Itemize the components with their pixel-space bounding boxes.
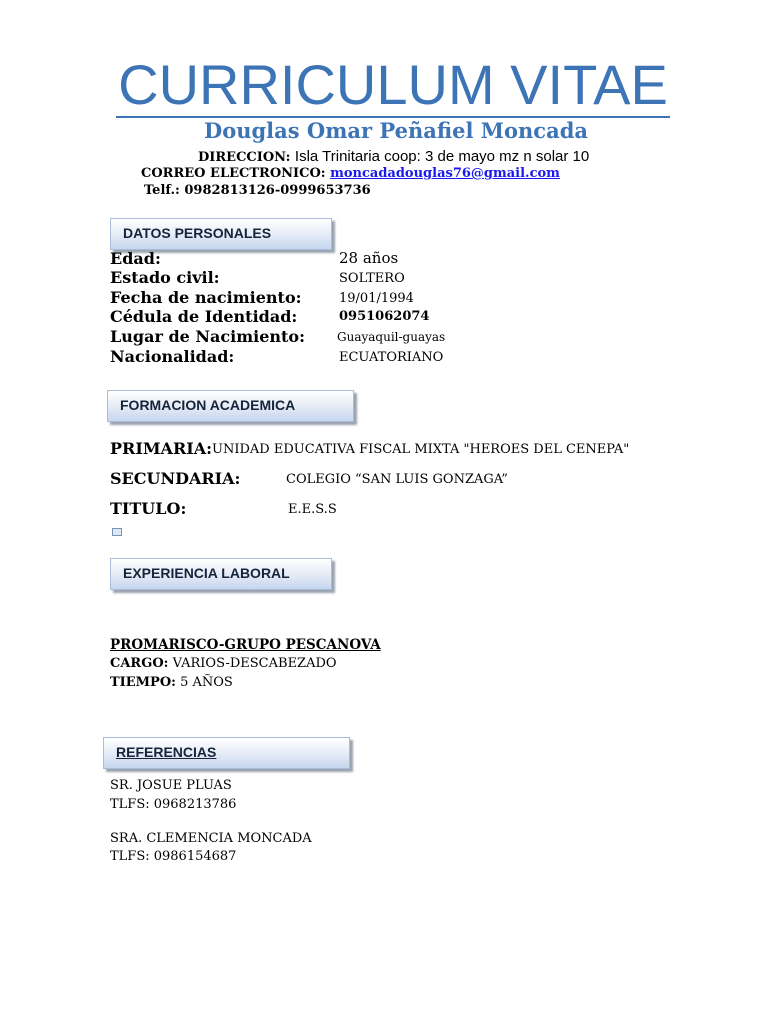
email-line (141, 166, 560, 181)
section-heading-personal (110, 218, 332, 250)
email-label: CORREO ELECTRONICO: (141, 166, 326, 181)
section-heading-references (103, 737, 350, 769)
civil-status-value: SOLTERO (339, 271, 405, 286)
section-heading-label: DATOS PERSONALES (123, 225, 272, 241)
secondary-label: SECUNDARIA: (110, 469, 241, 488)
id-number-label: Cédula de Identidad: (110, 307, 298, 326)
address-value: Isla Trinitaria coop: 3 de mayo mz n solar 10 (294, 148, 590, 165)
employer-name: PROMARISCO-GRUPO PESCANOVA (110, 637, 381, 653)
civil-status-label: Estado civil: (110, 268, 220, 287)
candidate-name: Douglas Omar Peñafiel Moncada (204, 118, 588, 143)
section-heading-label: REFERENCIAS (116, 744, 217, 760)
id-number-value: 0951062074 (339, 309, 430, 324)
nationality-value: ECUATORIANO (339, 350, 444, 365)
section-heading-experience (110, 558, 332, 590)
degree-value: E.E.S.S (288, 502, 337, 517)
degree-label: TITULO: (110, 499, 187, 518)
embedded-object-icon (112, 528, 122, 536)
job-role-label: CARGO: (110, 656, 169, 671)
reference-1-name: SR. JOSUE PLUAS (110, 778, 232, 793)
age-value: 28 años (339, 249, 399, 267)
birth-date-label: Fecha de nacimiento: (110, 288, 302, 307)
job-duration-label: TIEMPO: (110, 675, 176, 690)
birth-place-value: Guayaquil-guayas (337, 330, 446, 344)
primary-label: PRIMARIA: (110, 439, 213, 458)
section-heading-label: FORMACION ACADEMICA (120, 397, 296, 413)
address-label: DIRECCION: (198, 150, 291, 165)
section-heading-label: EXPERIENCIA LABORAL (123, 565, 290, 581)
secondary-value: COLEGIO “SAN LUIS GONZAGA” (286, 472, 508, 487)
address-line (198, 148, 589, 165)
email-link[interactable]: moncadadouglas76@gmail.com (330, 166, 560, 181)
phone-line (144, 183, 371, 198)
nationality-label: Nacionalidad: (110, 347, 235, 366)
document-title: CURRICULUM VITAE (118, 53, 668, 116)
job-role-value: VARIOS-DESCABEZADO (172, 656, 337, 671)
reference-1-phone: TLFS: 0968213786 (110, 797, 237, 812)
birth-place-label: Lugar de Nacimiento: (110, 327, 305, 346)
job-duration-value: 5 AÑOS (180, 675, 233, 690)
reference-2-name: SRA. CLEMENCIA MONCADA (110, 831, 312, 846)
phone-value: 0982813126-0999653736 (184, 183, 371, 198)
phone-label: Telf.: (144, 183, 180, 198)
birth-date-value: 19/01/1994 (339, 291, 414, 306)
section-heading-education (107, 390, 354, 422)
age-label: Edad: (110, 249, 161, 268)
job-duration-line (110, 675, 233, 690)
reference-2-phone: TLFS: 0986154687 (110, 849, 237, 864)
job-role-line (110, 656, 337, 671)
primary-value: UNIDAD EDUCATIVA FISCAL MIXTA "HEROES DEL CENEPA" (212, 442, 630, 457)
